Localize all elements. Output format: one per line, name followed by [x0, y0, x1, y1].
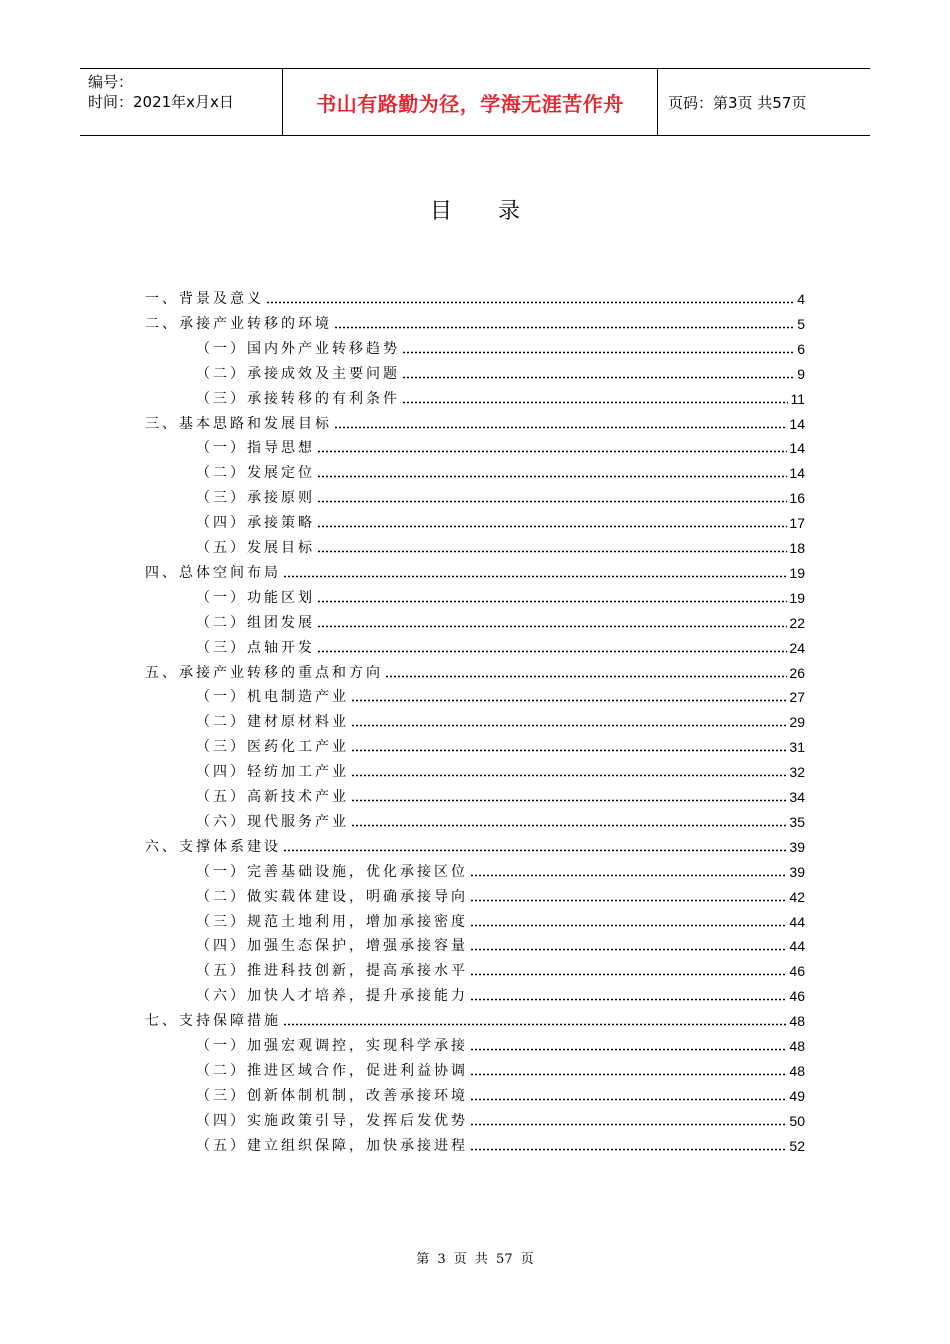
header-page-info: 页码：第3页 共57页 — [668, 93, 807, 112]
toc-leader-dots — [470, 1073, 787, 1076]
toc-entry[interactable] — [196, 532, 805, 556]
toc-entry[interactable] — [196, 980, 805, 1004]
toc-entry-page: 39 — [789, 838, 805, 855]
toc-entry-label: （二）建材原材料业 — [196, 714, 349, 731]
toc-entry-page: 22 — [789, 614, 805, 631]
toc-entry-page: 6 — [797, 340, 805, 357]
toc-entry-label: 四、总体空间布局 — [145, 564, 281, 581]
toc-entry-page: 18 — [789, 540, 805, 556]
toc-entry[interactable] — [196, 806, 805, 830]
toc-entry-label: （三）规范土地利用，增加承接密度 — [196, 913, 468, 930]
toc-leader-dots — [351, 774, 787, 777]
toc-leader-dots — [317, 525, 787, 528]
toc-entry-page: 48 — [789, 1062, 805, 1079]
toc-entry-page: 46 — [789, 988, 805, 1005]
toc-entry-page: 26 — [789, 664, 805, 681]
toc-entry-label: 六、支撑体系建设 — [145, 838, 281, 855]
toc-entry-page: 14 — [789, 465, 805, 482]
toc-entry-page: 39 — [789, 863, 805, 880]
toc-entry[interactable] — [196, 582, 805, 606]
toc-entry[interactable] — [145, 1005, 805, 1029]
toc-entry-label: （四）轻纺加工产业 — [196, 764, 349, 781]
toc-leader-dots — [385, 675, 787, 678]
toc-entry-label: （五）建立组织保障，加快承接进程 — [196, 1137, 468, 1154]
toc-entry-label: （一）加强宏观调控，实现科学承接 — [196, 1038, 468, 1054]
toc-leader-dots — [351, 824, 787, 827]
toc-entry-label: （三）承接转移的有利条件 — [196, 390, 400, 407]
toc-entry-page: 19 — [789, 589, 805, 606]
toc-entry-page: 35 — [789, 813, 805, 830]
toc-entry-label: 七、支持保障措施 — [145, 1013, 281, 1030]
toc-leader-dots — [402, 376, 795, 379]
toc-entry-page: 31 — [789, 739, 805, 756]
toc-entry-label: （三）承接原则 — [196, 490, 315, 507]
toc-entry[interactable] — [196, 1055, 805, 1079]
toc-leader-dots — [402, 351, 795, 354]
toc-entry-page: 34 — [789, 789, 805, 805]
toc-entry-label: （一）国内外产业转移趋势 — [196, 340, 400, 357]
toc-leader-dots — [317, 550, 787, 553]
toc-leader-dots — [470, 948, 787, 951]
toc-leader-dots — [351, 749, 787, 752]
toc-entry-page: 4 — [797, 291, 805, 307]
toc-entry-label: （二）发展定位 — [196, 465, 315, 482]
toc-entry[interactable] — [196, 1130, 805, 1154]
toc-entry-label: （六）现代服务产业 — [196, 813, 349, 830]
number-label: 编号： — [88, 73, 134, 91]
toc-entry[interactable] — [196, 333, 805, 357]
toc-entry-page: 46 — [789, 963, 805, 980]
toc-entry[interactable] — [196, 632, 805, 656]
toc-entry-label: （一）完善基础设施，优化承接区位 — [196, 863, 468, 880]
date-label: 时间：2021年x月x日 — [88, 93, 234, 111]
toc-leader-dots — [283, 575, 787, 578]
header-motto: 书山有路勤为径，学海无涯苦作舟 — [282, 69, 658, 135]
toc-entry[interactable] — [196, 432, 805, 456]
toc-entry[interactable] — [196, 781, 805, 805]
toc-leader-dots — [402, 401, 788, 404]
toc-entry-label: （五）高新技术产业 — [196, 789, 349, 805]
toc-entry-label: （三）医药化工产业 — [196, 739, 349, 756]
toc-leader-dots — [470, 899, 787, 902]
toc-entry-page: 27 — [789, 689, 805, 706]
toc-entry-label: （四）实施政策引导，发挥后发优势 — [196, 1112, 468, 1129]
toc-entry-page: 44 — [789, 913, 805, 930]
toc-entry[interactable] — [196, 1105, 805, 1129]
toc-entry[interactable] — [196, 383, 805, 407]
toc-leader-dots — [470, 1148, 787, 1151]
toc-leader-dots — [470, 924, 787, 927]
toc-leader-dots — [470, 1098, 787, 1101]
toc-entry[interactable] — [145, 657, 805, 681]
toc-leader-dots — [317, 475, 787, 478]
toc-entry-page: 52 — [789, 1137, 805, 1154]
toc-entry[interactable] — [145, 283, 805, 307]
toc-entry-label: 一、背景及意义 — [145, 291, 264, 307]
toc-entry[interactable] — [196, 930, 805, 954]
toc-leader-dots — [283, 849, 787, 852]
toc-leader-dots — [317, 600, 787, 603]
toc-entry-page: 24 — [789, 639, 805, 656]
toc-entry[interactable] — [196, 955, 805, 979]
toc-entry-page: 14 — [789, 440, 805, 457]
toc-entry[interactable] — [196, 457, 805, 481]
toc-entry-label: （二）组团发展 — [196, 614, 315, 631]
toc-entry-page: 42 — [789, 888, 805, 905]
toc-entry-page: 11 — [790, 390, 805, 407]
toc-entry-page: 16 — [789, 490, 805, 507]
toc-entry[interactable] — [196, 507, 805, 531]
toc-entry[interactable] — [196, 681, 805, 705]
toc-leader-dots — [470, 998, 787, 1001]
toc-entry[interactable] — [145, 557, 805, 581]
toc-leader-dots — [334, 426, 787, 429]
toc-entry-label: 三、基本思路和发展目标 — [145, 415, 332, 432]
page-title: 目录 — [429, 199, 566, 224]
toc-entry-page: 17 — [789, 515, 805, 532]
toc-leader-dots — [317, 500, 787, 503]
toc-entry-page: 48 — [789, 1038, 805, 1054]
toc-entry-label: （六）加快人才培养，提升承接能力 — [196, 988, 468, 1005]
toc-entry-page: 48 — [789, 1013, 805, 1030]
toc-entry[interactable] — [145, 408, 805, 432]
toc-leader-dots — [351, 699, 787, 702]
toc-entry-label: （五）发展目标 — [196, 540, 315, 556]
toc-entry-page: 19 — [789, 564, 805, 581]
toc-entry[interactable] — [196, 482, 805, 506]
page-footer: 第 3 页 共 57 页 — [416, 1252, 534, 1267]
toc-leader-dots — [470, 1123, 787, 1126]
toc-entry-page: 14 — [789, 415, 805, 432]
toc-entry[interactable] — [196, 756, 805, 780]
toc-leader-dots — [470, 1048, 787, 1051]
toc-entry-label: （三）创新体制机制，改善承接环境 — [196, 1087, 468, 1104]
toc-entry-label: （二）承接成效及主要问题 — [196, 365, 400, 382]
toc-entry-page: 29 — [789, 714, 805, 731]
toc-entry-label: （一）机电制造产业 — [196, 689, 349, 706]
toc-entry[interactable] — [196, 358, 805, 382]
toc-entry[interactable] — [145, 831, 805, 855]
toc-entry-label: （四）加强生态保护，增强承接容量 — [196, 938, 468, 955]
toc-entry-page: 32 — [789, 764, 805, 781]
toc-entry-label: （五）推进科技创新，提高承接水平 — [196, 963, 468, 980]
toc-entry[interactable] — [145, 308, 805, 332]
toc-leader-dots — [317, 450, 787, 453]
toc-entry[interactable] — [196, 881, 805, 905]
toc-entry[interactable] — [196, 906, 805, 930]
toc-entry-label: （一）指导思想 — [196, 440, 315, 457]
toc-entry-label: （二）做实载体建设，明确承接导向 — [196, 888, 468, 905]
toc-entry-page: 9 — [797, 365, 805, 382]
toc-entry-page: 50 — [789, 1112, 805, 1129]
toc-entry-page: 49 — [789, 1087, 805, 1104]
toc-leader-dots — [317, 650, 787, 653]
toc-leader-dots — [351, 724, 787, 727]
toc-entry[interactable] — [196, 607, 805, 631]
toc-leader-dots — [470, 973, 787, 976]
toc-leader-dots — [317, 625, 787, 628]
toc-entry[interactable] — [196, 706, 805, 730]
toc-entry-label: （三）点轴开发 — [196, 639, 315, 656]
toc-entry-page: 44 — [789, 938, 805, 955]
toc-entry[interactable] — [196, 1080, 805, 1104]
toc-leader-dots — [283, 1023, 787, 1026]
toc-entry-label: （二）推进区域合作，促进利益协调 — [196, 1062, 468, 1079]
toc-entry-label: 五、承接产业转移的重点和方向 — [145, 664, 383, 681]
toc-leader-dots — [334, 326, 795, 329]
toc-entry[interactable] — [196, 731, 805, 755]
toc-entry[interactable] — [196, 856, 805, 880]
toc-entry[interactable] — [196, 1030, 805, 1054]
toc-entry-page: 5 — [797, 315, 805, 332]
toc-leader-dots — [266, 301, 795, 304]
toc-leader-dots — [351, 799, 787, 802]
toc-leader-dots — [470, 874, 787, 877]
header-meta — [80, 69, 282, 135]
toc-entry-label: 二、承接产业转移的环境 — [145, 315, 332, 332]
page-header — [80, 68, 870, 136]
toc-entry-label: （四）承接策略 — [196, 515, 315, 532]
toc-entry-label: （一）功能区划 — [196, 589, 315, 606]
